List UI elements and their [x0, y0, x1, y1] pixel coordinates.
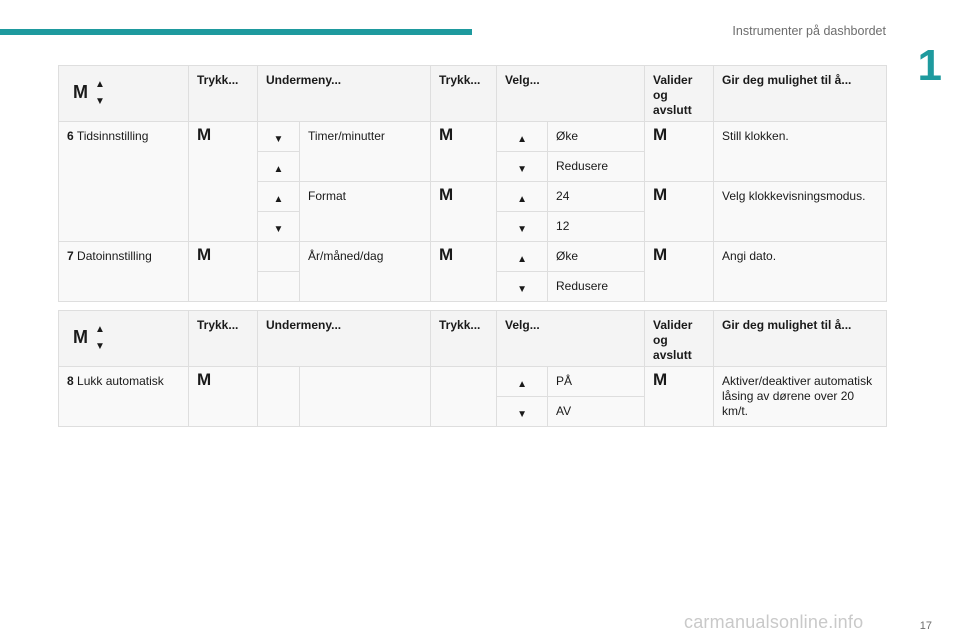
description-clock-mode: Velg klokkevisningsmodus. — [714, 182, 887, 242]
option-decrease: Redusere — [548, 272, 645, 302]
arrow-cell — [258, 152, 300, 182]
arrow-cell — [497, 397, 548, 427]
arrow-down-icon: ▼ — [273, 224, 284, 235]
row-label-time-setting: 6 Tidsinnstilling — [59, 122, 189, 242]
mode-navigation-icon — [73, 77, 113, 111]
mode-button-icon: M — [653, 125, 668, 144]
header-submenu: Undermeny... — [258, 66, 431, 122]
arrow-up-icon: ▲ — [517, 194, 527, 205]
table-row — [59, 242, 887, 272]
empty-cell — [258, 242, 300, 272]
arrow-cell — [497, 152, 548, 182]
empty-cell — [431, 367, 497, 427]
table-row — [59, 367, 887, 397]
header-description: Gir deg mulighet til å... — [714, 311, 887, 367]
header-select: Velg... — [497, 66, 645, 122]
row-label-auto-lock: 8 Lukk automatisk — [59, 367, 189, 427]
arrow-cell — [497, 212, 548, 242]
description-auto-lock: Aktiver/deaktiver automatisk låsing av dørene over 20 km/t. — [714, 367, 887, 427]
header-validate: Valider og avslutt — [645, 311, 714, 367]
table-header-row — [59, 66, 887, 122]
empty-cell — [258, 272, 300, 302]
header-submenu: Undermeny... — [258, 311, 431, 367]
mode-button-icon: M — [439, 125, 454, 144]
chapter-number: 1 — [917, 41, 942, 90]
option-increase: Øke — [548, 122, 645, 152]
table-row — [59, 122, 887, 152]
arrow-down-icon: ▼ — [517, 224, 527, 235]
empty-cell — [258, 367, 300, 427]
arrow-cell — [497, 272, 548, 302]
mode-button-icon: M — [197, 245, 212, 264]
row-label-date-setting: 7 Datoinnstilling — [59, 242, 189, 302]
mode-button-icon: M — [439, 185, 454, 204]
arrow-cell — [258, 122, 300, 152]
header-description: Gir deg mulighet til å... — [714, 66, 887, 122]
arrow-up-icon: ▲ — [273, 194, 284, 205]
description-set-date: Angi dato. — [714, 242, 887, 302]
arrow-cell — [497, 122, 548, 152]
arrow-down-icon: ▼ — [273, 134, 284, 145]
option-decrease: Redusere — [548, 152, 645, 182]
mode-button-icon: M — [653, 370, 668, 389]
header-select: Velg... — [497, 311, 645, 367]
press-m-cell — [189, 242, 258, 302]
arrow-down-icon: ▼ — [95, 96, 105, 107]
press-m-cell — [189, 122, 258, 242]
header-press-2: Trykk... — [431, 311, 497, 367]
option-on: PÅ — [548, 367, 645, 397]
header-menu-icon-cell — [59, 66, 189, 122]
arrow-up-icon: ▲ — [517, 134, 527, 145]
arrow-down-icon: ▼ — [95, 341, 105, 352]
option-increase: Øke — [548, 242, 645, 272]
press-m-cell — [189, 367, 258, 427]
settings-table-auto-lock — [58, 310, 887, 427]
arrow-up-icon: ▲ — [273, 164, 284, 175]
mode-navigation-icon — [73, 322, 113, 356]
header-menu-icon-cell — [59, 311, 189, 367]
option-off: AV — [548, 397, 645, 427]
submenu-year-month-day: År/måned/dag — [300, 242, 431, 302]
arrow-down-icon: ▼ — [517, 284, 527, 295]
validate-m-cell — [645, 367, 714, 427]
validate-m-cell — [645, 182, 714, 242]
arrow-up-icon: ▲ — [517, 379, 527, 390]
section-title: Instrumenter på dashbordet — [732, 24, 886, 38]
arrow-down-icon: ▼ — [517, 409, 527, 420]
page-number: 17 — [919, 620, 932, 632]
submenu-format: Format — [300, 182, 431, 242]
mode-button-icon: M — [197, 370, 212, 389]
header-validate: Valider og avslutt — [645, 66, 714, 122]
press-m-cell — [431, 242, 497, 302]
arrow-cell — [497, 367, 548, 397]
arrow-cell — [258, 182, 300, 212]
arrow-up-icon: ▲ — [95, 324, 105, 335]
description-set-clock: Still klokken. — [714, 122, 887, 182]
arrow-up-icon: ▲ — [95, 79, 105, 90]
press-m-cell — [431, 122, 497, 182]
press-m-cell — [431, 182, 497, 242]
mode-button-icon: M — [653, 245, 668, 264]
watermark: carmanualsonline.info — [684, 612, 864, 632]
validate-m-cell — [645, 122, 714, 182]
header-press: Trykk... — [189, 311, 258, 367]
mode-button-icon: M — [439, 245, 454, 264]
arrow-cell — [497, 242, 548, 272]
header-press: Trykk... — [189, 66, 258, 122]
option-12h: 12 — [548, 212, 645, 242]
arrow-cell — [258, 212, 300, 242]
empty-cell — [300, 367, 431, 427]
arrow-down-icon: ▼ — [517, 164, 527, 175]
submenu-hours-minutes: Timer/minutter — [300, 122, 431, 182]
header-press-2: Trykk... — [431, 66, 497, 122]
settings-table-time-date — [58, 65, 887, 302]
option-24h: 24 — [548, 182, 645, 212]
top-accent-bar — [0, 29, 472, 35]
mode-button-icon: M — [653, 185, 668, 204]
mode-button-icon: M — [73, 82, 88, 102]
table-header-row — [59, 311, 887, 367]
validate-m-cell — [645, 242, 714, 302]
arrow-up-icon: ▲ — [517, 254, 527, 265]
mode-button-icon: M — [73, 327, 88, 347]
arrow-cell — [497, 182, 548, 212]
mode-button-icon: M — [197, 125, 212, 144]
